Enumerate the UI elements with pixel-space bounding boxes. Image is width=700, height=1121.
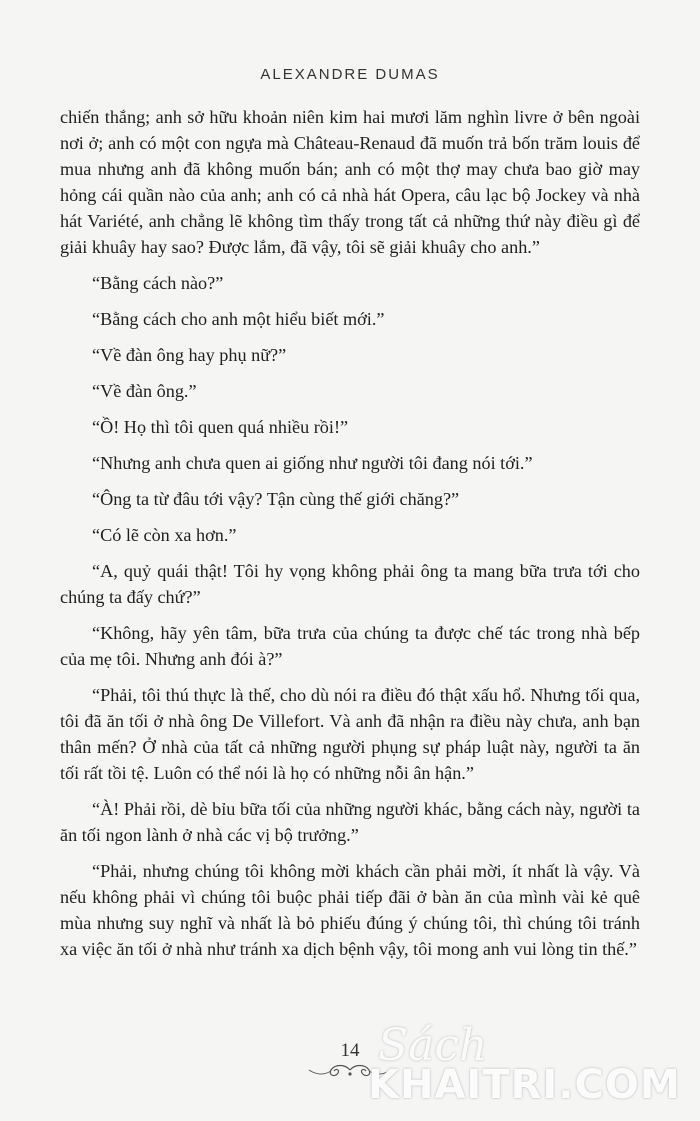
paragraph: “Phải, nhưng chúng tôi không mời khách cần phải mời, ít nhất là vậy. Và nếu không phải vì chúng tôi buộc phải tiếp đãi ở bàn ăn của mình vài kẻ quê mùa nhưng suy nghĩ và nhất là bỏ phiếu đúng ý chúng tôi, thì chúng tôi tránh xa việc ăn tối ở nhà như tránh xa dịch bệnh vậy, tôi mong anh vui lòng tin thế.” xyxy=(60,861,640,959)
paragraph: “Về đàn ông hay phụ nữ?” xyxy=(92,345,287,365)
body-text xyxy=(60,104,640,972)
paragraph: “Ông ta từ đâu tới vậy? Tận cùng thế giới chăng?” xyxy=(92,489,460,509)
paragraph: “Ồ! Họ thì tôi quen quá nhiều rồi!” xyxy=(92,417,349,437)
paragraph: “À! Phải rồi, dè bỉu bữa tối của những người khác, bằng cách này, người ta ăn tối ngon lành ở nhà các vị bộ trưởng.” xyxy=(60,799,640,845)
paragraph: chiến thắng; anh sở hữu khoản niên kim hai mươi lăm nghìn livre ở bên ngoài nơi ở; anh có một con ngựa mà Château-Renaud đã muốn trả bốn trăm louis để mua nhưng anh đã không muốn bán; anh có một thợ may chưa bao giờ may hỏng cái quần nào của anh; anh có cả nhà hát Opera, câu lạc bộ Jockey và nhà hát Variété, anh chẳng lẽ không tìm thấy trong tất cả những thứ này điều gì để giải khuây hay sao? Được lắm, đã vậy, tôi sẽ giải khuây cho anh.” xyxy=(60,107,640,257)
page-number: 14 xyxy=(340,1040,360,1061)
paragraph: “Nhưng anh chưa quen ai giống như người tôi đang nói tới.” xyxy=(92,453,533,473)
running-header: ALEXANDRE DUMAS xyxy=(260,66,440,83)
paragraph: “Bằng cách cho anh một hiểu biết mới.” xyxy=(92,309,385,329)
watermark-script-text: Sách xyxy=(378,1020,488,1071)
paragraph: “Không, hãy yên tâm, bữa trưa của chúng ta được chế tác trong nhà bếp của mẹ tôi. Nhưng anh đói à?” xyxy=(60,623,640,669)
site-watermark xyxy=(368,1020,681,1112)
watermark-brand-text: KHAITRI.COM xyxy=(368,1062,681,1108)
paragraph: “Bằng cách nào?” xyxy=(92,273,224,293)
paragraph: “Có lẽ còn xa hơn.” xyxy=(92,525,237,545)
paragraph: “Về đàn ông.” xyxy=(92,381,197,401)
paragraph: “A, quỷ quái thật! Tôi hy vọng không phải ông ta mang bữa trưa tới cho chúng ta đấy chứ?” xyxy=(60,561,640,607)
paragraph: “Phải, tôi thú thực là thế, cho dù nói ra điều đó thật xấu hổ. Nhưng tối qua, tôi đã ăn tối ở nhà ông De Villefort. Và anh đã nhận ra điều này chưa, anh bạn thân mến? Ở nhà của tất cả những người phụng sự pháp luật này, người ta ăn tối rất tồi tệ. Luôn có thể nói là họ có những nỗi ân hận.” xyxy=(60,685,640,783)
